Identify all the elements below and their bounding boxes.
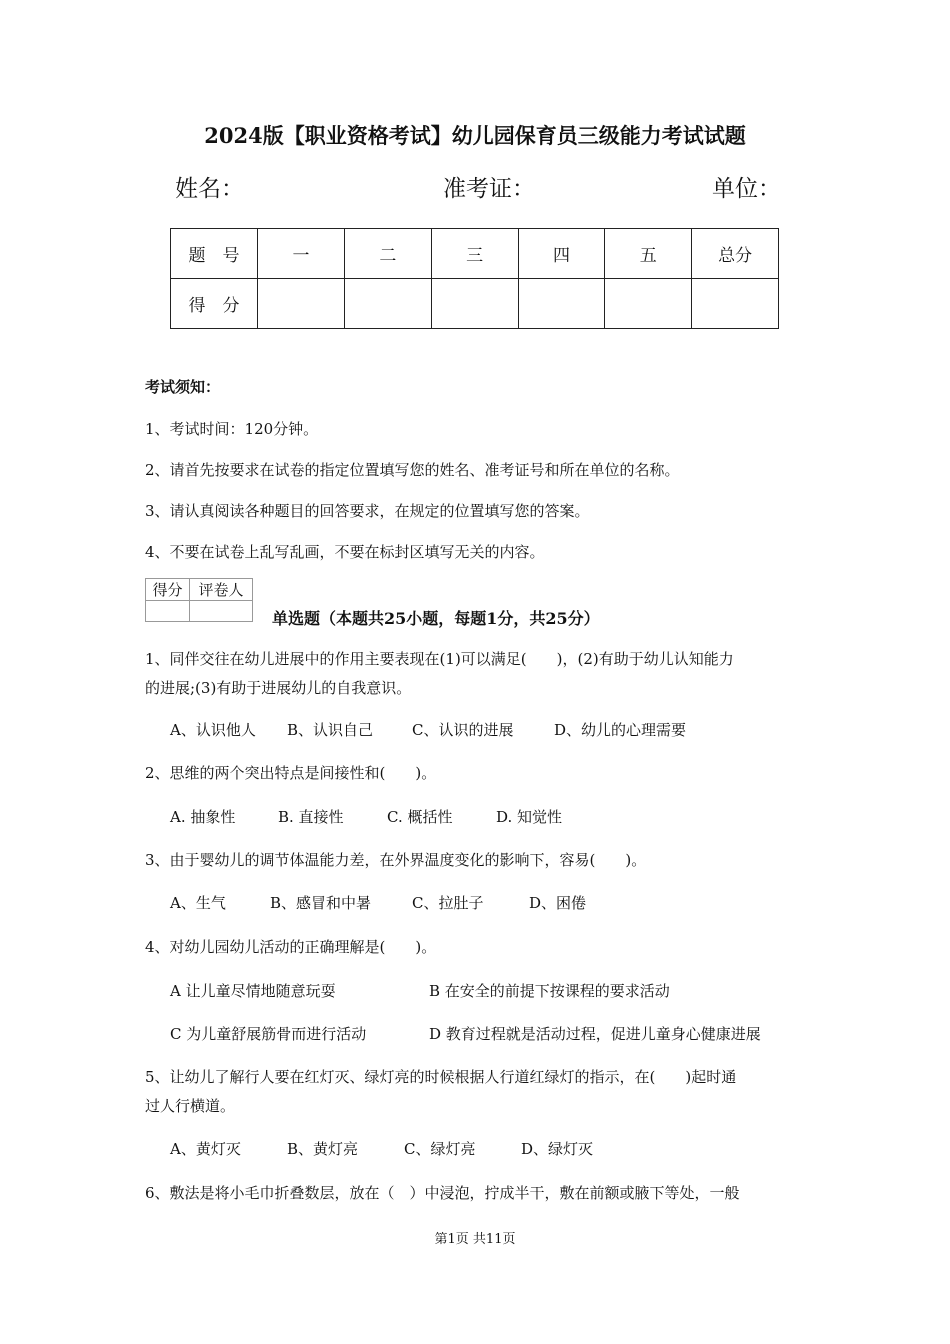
question-option[interactable]: A、认识他人 xyxy=(170,721,256,739)
notice-item: 4、不要在试卷上乱写乱画，不要在标封区填写无关的内容。 xyxy=(145,543,545,561)
question-option[interactable]: D. 知觉性 xyxy=(496,808,563,826)
question-option[interactable]: A 让儿童尽情地随意玩耍 xyxy=(170,982,336,1000)
unit-label: 单位： xyxy=(712,176,781,202)
question-text: 2、思维的两个突出特点是间接性和( )。 xyxy=(145,764,437,782)
question-option[interactable]: C、绿灯亮 xyxy=(404,1140,476,1158)
notice-item: 3、请认真阅读各种题目的回答要求，在规定的位置填写您的答案。 xyxy=(145,502,590,520)
question-text: 4、对幼儿园幼儿活动的正确理解是( )。 xyxy=(145,938,437,956)
notice-item: 1、考试时间：120分钟。 xyxy=(145,420,319,438)
question-text: 5、让幼儿了解行人要在红灯灭、绿灯亮的时候根据人行道红绿灯的指示，在( )起时通 xyxy=(145,1068,737,1086)
score-header-cell: 三 xyxy=(431,229,518,279)
question-text: 6、敷法是将小毛巾折叠数层，放在（ ）中浸泡，拧成半干，敷在前额或腋下等处，一般 xyxy=(145,1184,740,1202)
grader-reviewer-cell[interactable] xyxy=(190,601,253,622)
score-table-score-row xyxy=(171,279,779,329)
score-header-cell: 题 号 xyxy=(171,229,258,279)
question-option[interactable]: D 教育过程就是活动过程，促进儿童身心健康进展 xyxy=(429,1025,761,1043)
score-cell[interactable] xyxy=(258,279,345,329)
question-option[interactable]: B、认识自己 xyxy=(287,721,374,739)
question-option[interactable]: A、生气 xyxy=(170,894,226,912)
question-text: 3、由于婴幼儿的调节体温能力差，在外界温度变化的影响下，容易( )。 xyxy=(145,851,647,869)
score-header-cell: 五 xyxy=(605,229,692,279)
score-row-label: 得 分 xyxy=(171,279,258,329)
question-option[interactable]: D、绿灯灭 xyxy=(521,1140,594,1158)
question-option[interactable]: D、幼儿的心理需要 xyxy=(554,721,687,739)
score-header-cell: 四 xyxy=(518,229,605,279)
question-option[interactable]: C 为儿童舒展筋骨而进行活动 xyxy=(170,1025,367,1043)
page-title: 2024版【职业资格考试】幼儿园保育员三级能力考试试题 xyxy=(204,123,746,148)
score-cell[interactable] xyxy=(518,279,605,329)
score-table-header-row xyxy=(171,229,779,279)
grader-score-label: 得分 xyxy=(146,579,190,601)
score-cell[interactable] xyxy=(344,279,431,329)
question-text: 过人行横道。 xyxy=(145,1097,236,1115)
score-header-cell: 一 xyxy=(258,229,345,279)
score-table xyxy=(170,228,779,329)
question-option[interactable]: B、感冒和中暑 xyxy=(270,894,372,912)
question-option[interactable]: A、黄灯灭 xyxy=(170,1140,241,1158)
question-option[interactable]: C. 概括性 xyxy=(387,808,453,826)
question-option[interactable]: B、黄灯亮 xyxy=(287,1140,359,1158)
score-cell[interactable] xyxy=(431,279,518,329)
notice-heading: 考试须知： xyxy=(145,378,221,396)
question-option[interactable]: B 在安全的前提下按课程的要求活动 xyxy=(429,982,670,1000)
grader-reviewer-label: 评卷人 xyxy=(190,579,253,601)
question-option[interactable]: C、拉肚子 xyxy=(412,894,484,912)
question-text: 的进展;(3)有助于进展幼儿的自我意识。 xyxy=(145,679,412,697)
question-option[interactable]: C、认识的进展 xyxy=(412,721,514,739)
name-label: 姓名： xyxy=(175,176,244,202)
score-cell[interactable] xyxy=(692,279,779,329)
question-option[interactable]: B. 直接性 xyxy=(278,808,344,826)
question-text: 1、同伴交往在幼儿进展中的作用主要表现在(1)可以满足( )，(2)有助于幼儿认知能力 xyxy=(145,650,734,668)
score-header-cell: 二 xyxy=(344,229,431,279)
section-title: 单选题（本题共25小题，每题1分，共25分） xyxy=(272,609,600,628)
score-cell[interactable] xyxy=(605,279,692,329)
page-footer: 第1页 共11页 xyxy=(434,1232,516,1247)
notice-item: 2、请首先按要求在试卷的指定位置填写您的姓名、准考证号和所在单位的名称。 xyxy=(145,461,680,479)
score-header-cell: 总分 xyxy=(692,229,779,279)
exam-number-label: 准考证： xyxy=(443,176,535,202)
grader-score-cell[interactable] xyxy=(146,601,190,622)
question-option[interactable]: A. 抽象性 xyxy=(170,808,236,826)
grader-table xyxy=(145,578,253,622)
question-option[interactable]: D、困倦 xyxy=(529,894,587,912)
